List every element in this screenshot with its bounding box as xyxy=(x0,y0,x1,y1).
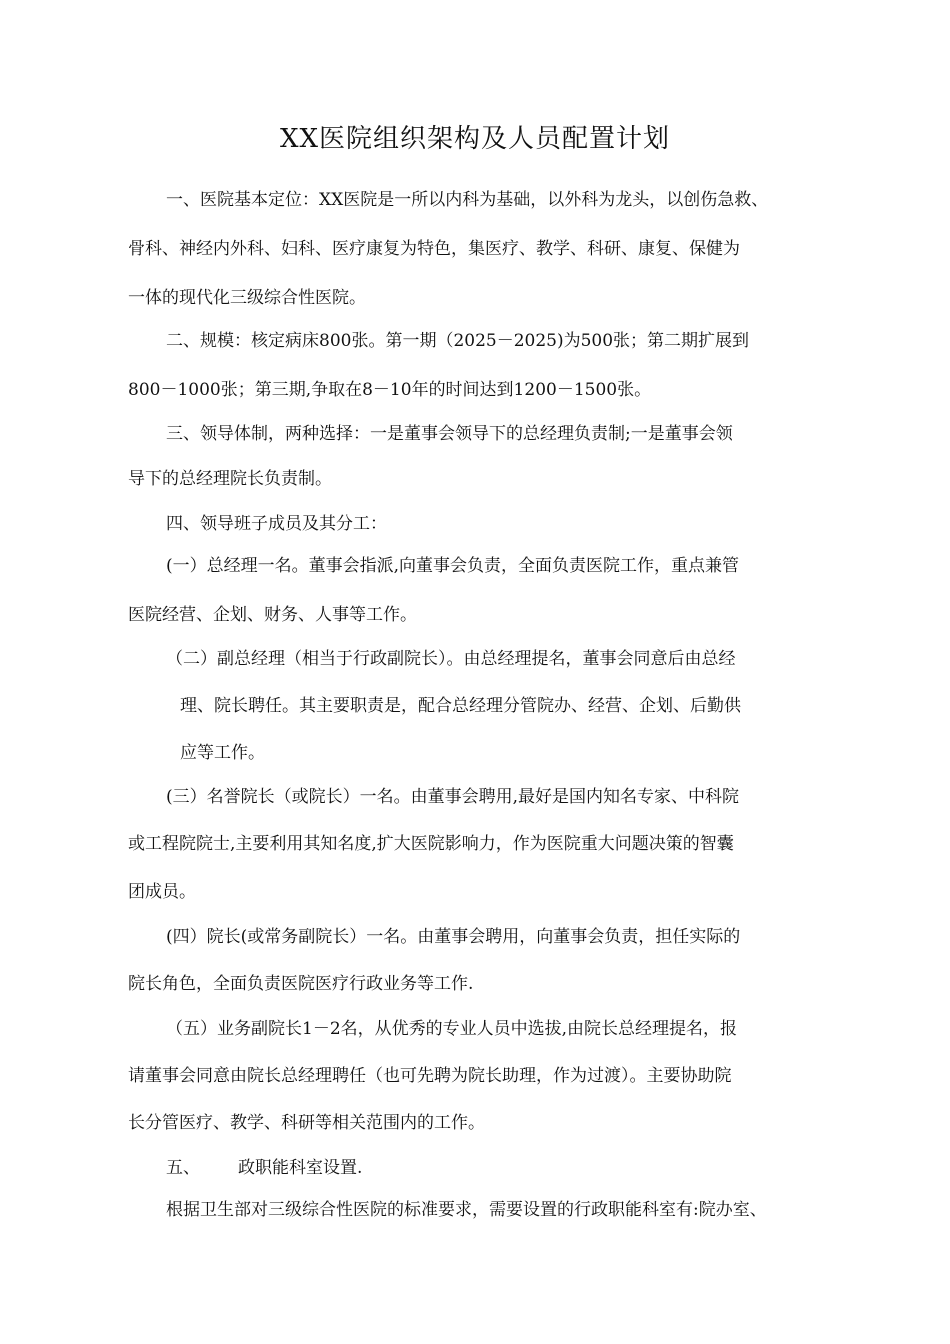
section-title: 政职能科室设置. xyxy=(238,1158,363,1178)
paragraph-line: （五）业务副院长1－2名，从优秀的专业人员中选拔,由院长总经理提名，报 xyxy=(166,1019,738,1039)
paragraph-line: 骨科、神经内外科、妇科、医疗康复为特色，集医疗、教学、科研、康复、保健为 xyxy=(128,239,740,259)
paragraph-line: 医院经营、企划、财务、人事等工作。 xyxy=(128,605,417,625)
paragraph-line: 或工程院院士,主要利用其知名度,扩大医院影响力，作为医院重大问题决策的智囊 xyxy=(128,834,734,854)
paragraph-line: （二）副总经理（相当于行政副院长）。由总经理提名，董事会同意后由总经 xyxy=(166,649,736,669)
paragraph-line: 二、规模：核定病床800张。第一期（2025－2025)为500张；第二期扩展到 xyxy=(166,331,750,351)
paragraph-line: 四、领导班子成员及其分工： xyxy=(166,514,387,534)
paragraph-line: 团成员。 xyxy=(128,882,196,902)
paragraph-line: (四）院长(或常务副院长）一名。由董事会聘用，向董事会负责，担任实际的 xyxy=(166,927,741,947)
paragraph-line: 院长角色，全面负责医院医疗行政业务等工作. xyxy=(128,974,474,994)
paragraph-line: 一、医院基本定位：XX医院是一所以内科为基础，以外科为龙头，以创伤急救、 xyxy=(166,190,769,210)
paragraph-line: (三）名誉院长（或院长）一名。由董事会聘用,最好是国内知名专家、中科院 xyxy=(166,787,740,807)
paragraph-line: 一体的现代化三级综合性医院。 xyxy=(128,288,366,308)
document-title: XX医院组织架构及人员配置计划 xyxy=(279,124,671,154)
paragraph-line: 800－1000张；第三期,争取在8－10年的时间达到1200－1500张。 xyxy=(128,380,652,400)
paragraph-line: 理、院长聘任。其主要职责是，配合总经理分管院办、经营、企划、后勤供 xyxy=(180,696,741,716)
section-number: 五、 xyxy=(166,1158,200,1178)
paragraph-line: 三、领导体制，两种选择：一是董事会领导下的总经理负责制;一是董事会领 xyxy=(166,424,733,444)
paragraph-line: 请董事会同意由院长总经理聘任（也可先聘为院长助理，作为过渡）。主要协助院 xyxy=(128,1066,732,1086)
paragraph-line: 应等工作。 xyxy=(180,743,265,763)
section-heading xyxy=(166,1156,362,1180)
paragraph-line: (一）总经理一名。董事会指派,向董事会负责，全面负责医院工作，重点兼管 xyxy=(166,556,740,576)
paragraph-line: 根据卫生部对三级综合性医院的标准要求，需要设置的行政职能科室有:院办室、 xyxy=(166,1200,767,1220)
paragraph-line: 导下的总经理院长负责制。 xyxy=(128,469,332,489)
paragraph-line: 长分管医疗、教学、科研等相关范围内的工作。 xyxy=(128,1113,485,1133)
